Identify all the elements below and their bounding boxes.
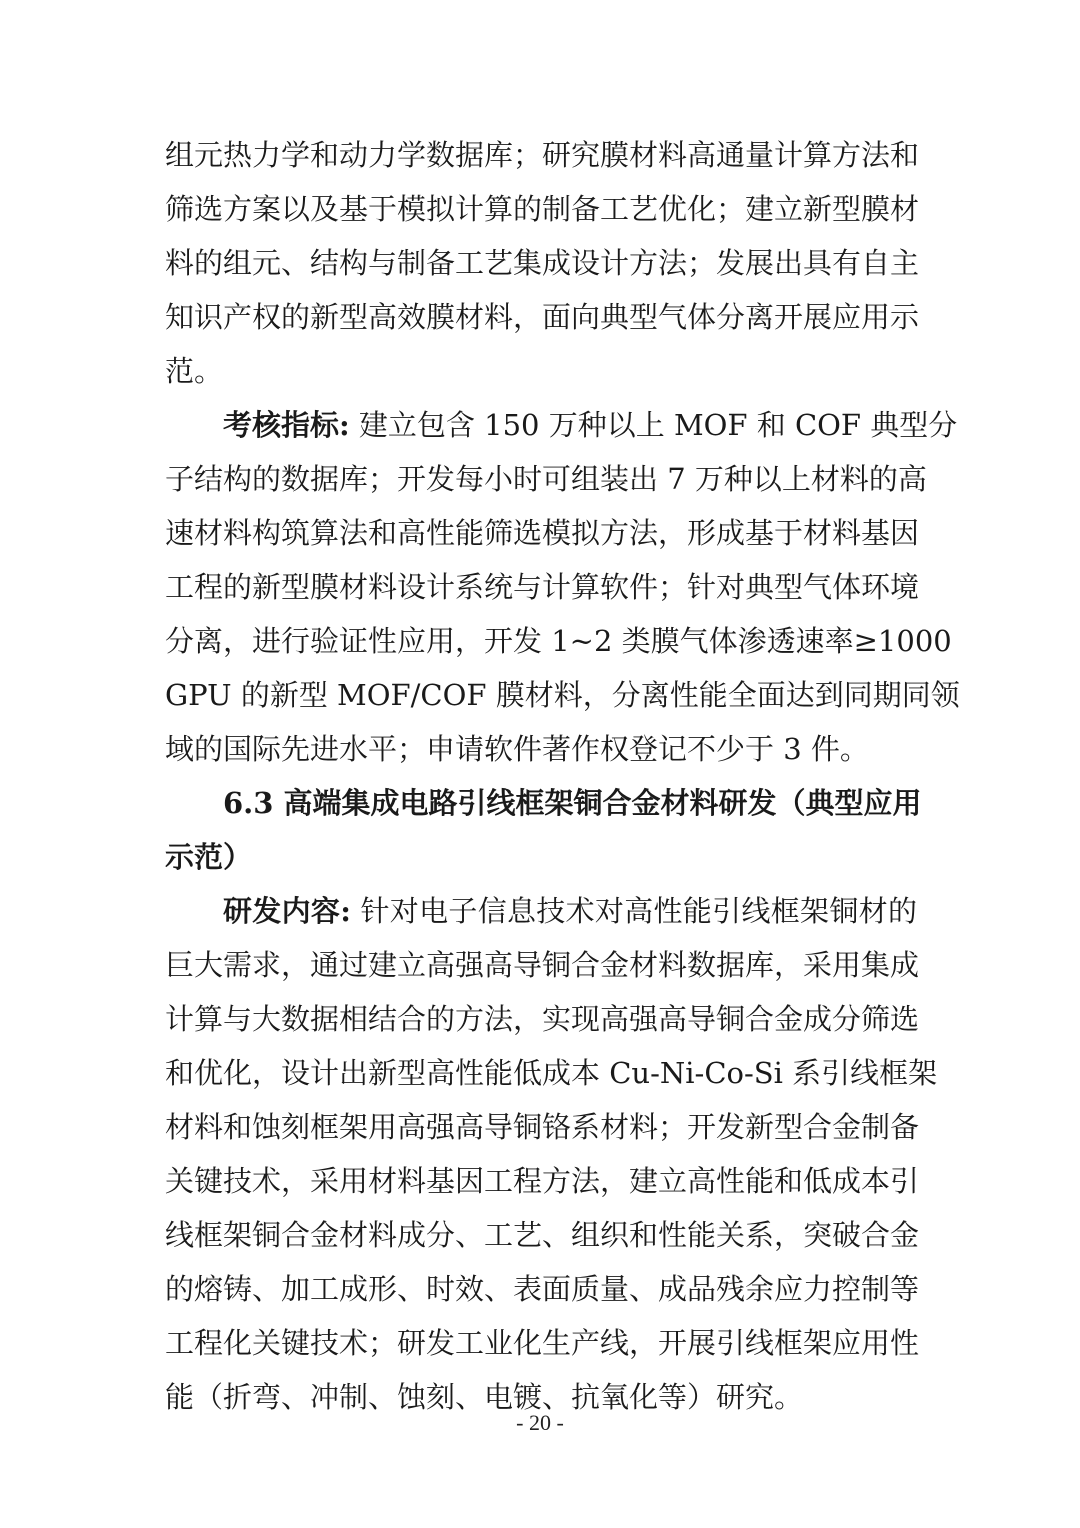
page-number: - 20 - [516,1410,564,1435]
text-line: 分离，进行验证性应用，开发 1~2 类膜气体渗透速率≥1000 [165,624,952,658]
text-segment: 针对电子信息技术对高性能引线框架铜材的 [350,894,917,928]
text-line-first [165,398,958,452]
assessment-indicators-label: 考核指标: [223,408,350,442]
text-line: 计算与大数据相结合的方法，实现高强高导铜合金成分筛选 [165,1002,920,1036]
text-line: 关键技术，采用材料基因工程方法，建立高性能和低成本引 [165,1164,920,1198]
text-line: 组元热力学和动力学数据库；研究膜材料高通量计算方法和 [165,138,920,172]
rd-content-label: 研发内容: [223,894,351,928]
section-heading-line: 示范） [165,840,253,874]
text-line: 知识产权的新型高效膜材料，面向典型气体分离开展应用示 [165,300,920,334]
text-line: GPU 的新型 MOF/COF 膜材料，分离性能全面达到同期同领 [165,678,960,712]
text-line: 速材料构筑算法和高性能筛选模拟方法，形成基于材料基因 [165,516,920,550]
section-heading [165,776,922,884]
text-line: 的熔铸、加工成形、时效、表面质量、成品残余应力控制等 [165,1272,920,1306]
text-line: 能（折弯、冲制、蚀刻、电镀、抗氧化等）研究。 [165,1380,804,1414]
text-line: 料的组元、结构与制备工艺集成设计方法；发展出具有自主 [165,246,920,280]
text-line: 材料和蚀刻框架用高强高导铜铬系材料；开发新型合金制备 [165,1110,920,1144]
section-heading-line: 6.3 高端集成电路引线框架铜合金材料研发（典型应用 [223,786,922,820]
text-line: 范。 [165,354,224,388]
text-line: 工程化关键技术；研发工业化生产线，开展引线框架应用性 [165,1326,920,1360]
text-line: 巨大需求，通过建立高强高导铜合金材料数据库，采用集成 [165,948,920,982]
paragraph-2-assessment-indicators [165,398,960,776]
text-line: 域的国际先进水平；申请软件著作权登记不少于 3 件。 [165,732,869,766]
text-line-first [165,884,917,938]
text-segment: 建立包含 150 万种以上 MOF 和 COF 典型分 [349,408,958,442]
text-line: 子结构的数据库；开发每小时可组装出 7 万种以上材料的高 [165,462,927,496]
text-line: 工程的新型膜材料设计系统与计算软件；针对典型气体环境 [165,570,920,604]
text-line: 线框架铜合金材料成分、工艺、组织和性能关系，突破合金 [165,1218,920,1252]
page-body [165,128,960,1424]
text-line: 和优化，设计出新型高性能低成本 Cu-Ni-Co-Si 系引线框架 [165,1056,938,1090]
text-line: 筛选方案以及基于模拟计算的制备工艺优化；建立新型膜材 [165,192,920,226]
paragraph-1 [165,128,920,398]
paragraph-3-rd-content [165,884,938,1424]
